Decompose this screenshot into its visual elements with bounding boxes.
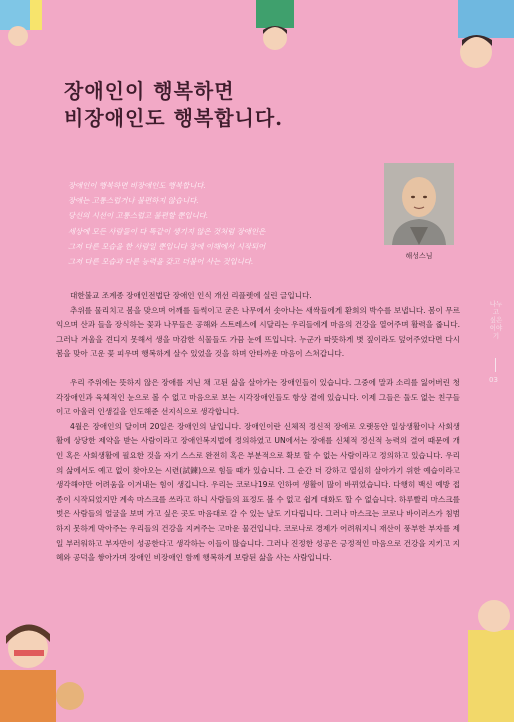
- person-illustration-top-left: [0, 0, 80, 50]
- poem-line: 그저 다른 모습과 다른 능력을 갖고 더불어 사는 것입니다.: [68, 257, 254, 267]
- title-line-1: 장애인이 행복하면: [64, 79, 235, 103]
- person-illustration-bottom-right: [464, 590, 514, 722]
- poem-line: 세상에 모든 사람들이 다 똑같이 생기지 않은 것처럼 장애인은: [68, 226, 266, 236]
- article-title: [64, 78, 364, 132]
- article-body: [56, 289, 460, 566]
- person-illustration-top-center: [248, 0, 302, 60]
- side-divider: [495, 358, 496, 372]
- poem-block: [68, 178, 368, 269]
- side-section-label: 나누고 싶은 이야기: [489, 300, 503, 340]
- title-line-2: 비장애인도 행복합니다.: [64, 106, 284, 130]
- page-number: 03: [489, 376, 498, 384]
- paragraph: 우리 주위에는 뜻하지 않은 장애를 지닌 채 고된 삶을 살아가는 장애인들이 있습니다. 그중에 말과 소리를 잃어버린 청각장애인과 육체적인 눈으로 볼 수 없고 마음으로 보는 시각장애인들도 항상 곁에 있습니다. 이제 그들은 둘도 없는 친구들이고 아울러 인생길을 인도해준 선지식으로 생각합니다.: [56, 377, 460, 417]
- poem-line: 장애는 고통스럽거나 불편하지 않습니다.: [68, 196, 199, 206]
- person-illustration-bottom-left: [0, 610, 90, 722]
- author-caption: 해성스님: [405, 252, 433, 260]
- author-photo: [384, 163, 454, 245]
- paragraph-intro: 대한불교 조계종 장애인전법단 장애인 인식 개선 리플렛에 실린 글입니다.: [70, 291, 312, 300]
- poem-line: 당신의 시선이 고통스럽고 불편할 뿐입니다.: [68, 211, 209, 221]
- paragraph: 4월은 장애인의 달이며 20일은 장애인의 날입니다. 장애인이란 신체적 정신적 장애로 오랫동안 일상생활이나 사회생활에 상당한 제약을 받는 사람이라고 장애인복지법에 정의하였고 UN에서는 장애를 신체적 정신적 능력의 결여 때문에 개인 혹은 사회생활에 필요한 것을 자기 스스로 완전히 혹은 부분적으로 확보 할 수 없는 사람이라고 정의하고 있습니다. 우리의 삶에서도 예고 없이 찾아오는 시련(試鍊)으로 힘들 때가 있습니다. 그 순간 더 강하고 열심히 살아가기 위한 예습이라고 생각해야만 어려움을 이겨내는 힘이 생깁니다. 우리는 코로나19로 인하여 생활이 많이 바뀌었습니다. 다행히 백신 예방 접종이 시작되었지만 계속 마스크를 쓰라고 하니 사람들의 표정도 볼 수 없고 쉽게 대화도 할 수 없습니다. 하루빨리 마스크를 벗은 사람들의 얼굴을 보며 가고 싶은 곳도 마음대로 갈 수 있는 날도 기다립니다. 그러나 마스크는 코로나 바이러스가 침범하지 못하게 막아주는 우리들의 건강을 지켜주는 고마운 물건입니다. 코로나로 경제가 어려워지니 재산이 풍부한 부자를 제일 부러워하고 부자만이 성공한다고 생각하는 이들이 많습니다. 그러나 진정한 성공은 긍정적인 마음으로 건강을 지키고 지혜와 공덕을 쌓아가며 장애인 비장애인 함께 행복하게 보람된 삶을 사는 사람입니다.: [56, 421, 460, 563]
- poem-line: 그저 다른 모습을 한 사람일 뿐입니다 장애 이해에서 시작되어: [68, 241, 266, 251]
- monk-portrait: [384, 163, 454, 245]
- paragraph: 추위를 물리치고 봄을 맞으며 어깨를 들썩이고 굳은 나무에서 솟아나는 새싹들에게 환희의 박수를 보냅니다. 봄이 무르익으며 산과 들을 장식하는 꽃과 나무들은 공해와 스트레스에 시달리는 우리들에게 마음의 건강을 열어주며 활력을 줍니다. 그러나 겨울을 견디지 못해서 생을 마감한 식물들도 가끔 눈에 뜨입니다. 누군가 따뜻하게 볏 짚이라도 덮어주었다면 다시 봄을 맞아 고운 꽃 피우며 행복하게 살수 있었을 것을 하며 안타까운 마음이 스쳐갑니다.: [56, 305, 460, 359]
- person-illustration-top-right: [448, 0, 514, 80]
- poem-line: 장애인이 행복하면 비장애인도 행복합니다.: [68, 181, 206, 190]
